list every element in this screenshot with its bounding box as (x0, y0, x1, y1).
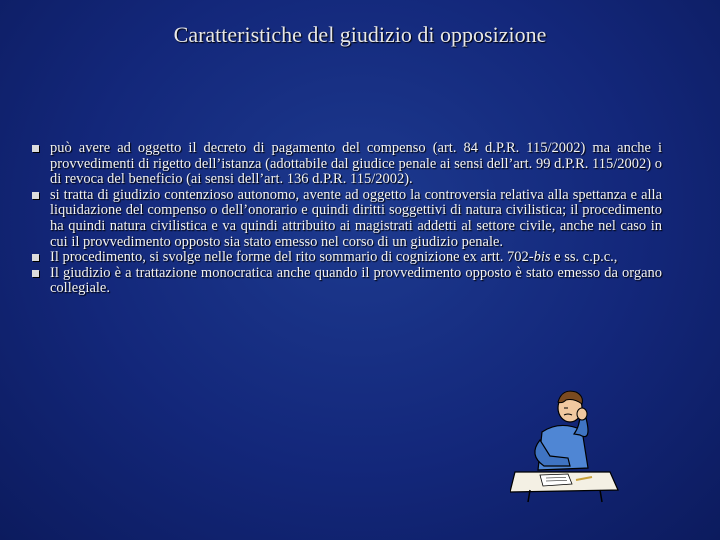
bullet-text: Il giudizio è a trattazione monocratica anche quando il provvedimento opposto è stato emesso da organo collegiale. (50, 264, 662, 297)
bullet-list (32, 141, 662, 297)
slide-title: Caratteristiche del giudizio di opposizione (173, 22, 547, 47)
bullet-item (32, 250, 662, 266)
square-bullet-icon (32, 192, 39, 199)
bullet-text: può avere ad oggetto il decreto di pagamento del compenso (art. 84 d.P.R. 115/2002) ma anche i provvedimenti di rigetto dell’istanza (adottabile dal giudice penale ai sensi dell’art. 99 d.P.R. 115/2002) o di revoca del beneficio (ai sensi dell’art. 136 d.P.R. 115/2002). (50, 140, 662, 188)
bullet-item (32, 266, 662, 297)
bullet-text-italic: bis (533, 249, 551, 266)
square-bullet-icon (32, 145, 39, 152)
bullet-text-post: e ss. c.p.c., (550, 249, 618, 266)
bullet-text: si tratta di giudizio contenzioso autonomo, avente ad oggetto la controversia relativa alla spettanza e alla liquidazione del compenso o dell’onorario e quindi diritti soggettivi di natura civilistica; il procedimento ha quindi natura civilistica e va quindi attribuito ai magistrati addetti al settore civile, anche nel caso in cui il provvedimento opposto sia stato emesso nel corso di un giudizio penale. (50, 186, 662, 250)
thinking-man-clipart (510, 380, 620, 505)
bullet-item (32, 188, 662, 250)
square-bullet-icon (32, 270, 39, 277)
bullet-item (32, 141, 662, 188)
bullet-text-pre: Il procedimento, si svolge nelle forme del rito sommario di cognizione ex artt. 702- (50, 249, 534, 266)
square-bullet-icon (32, 254, 39, 261)
